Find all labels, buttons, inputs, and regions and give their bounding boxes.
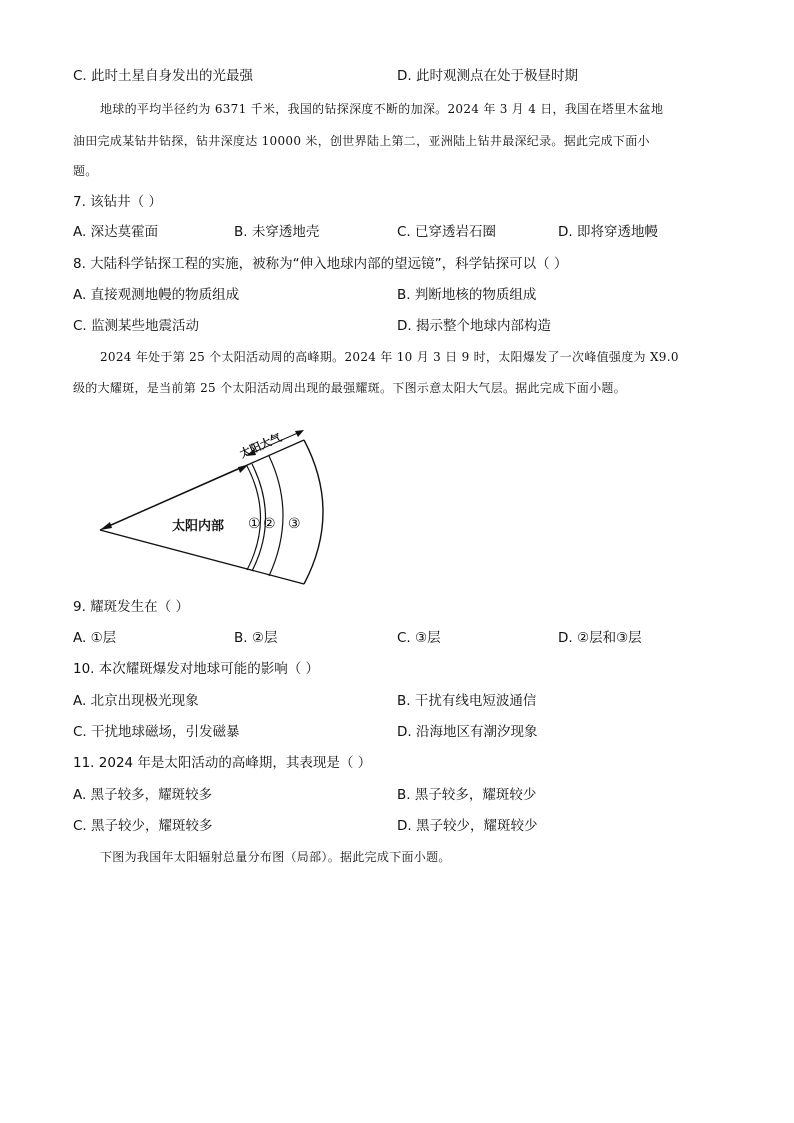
passage1-line2: 油田完成某钻井钻探，钻井深度达 10000 米，创世界陆上第二，亚洲陆上钻井最深纪录。据此完成下面小 xyxy=(73,134,650,148)
layer3-label: ③ xyxy=(288,516,301,532)
q11-option-b: B. 黑子较多，耀斑较少 xyxy=(397,787,537,803)
q9-stem: 9. 耀斑发生在（ ） xyxy=(73,599,189,615)
q7-option-c: C. 已穿透岩石圈 xyxy=(397,224,497,240)
passage1-line1: 地球的平均半径约为 6371 千米，我国的钻探深度不断的加深。2024 年 3 月 4 日，我国在塔里木盆地 xyxy=(100,102,664,116)
q10-option-b: B. 干扰有线电短波通信 xyxy=(397,693,537,709)
q11-option-d: D. 黑子较少，耀斑较少 xyxy=(397,818,538,834)
layer2-label: ② xyxy=(263,516,276,532)
passage2-line1: 2024 年处于第 25 个太阳活动周的高峰期。2024 年 10 月 3 日 9 时，太阳爆发了一次峰值强度为 X9.0 xyxy=(100,350,679,364)
q9-option-b: B. ②层 xyxy=(234,630,278,646)
passage1-line3: 题。 xyxy=(73,164,98,178)
interior-label: 太阳内部 xyxy=(172,519,225,534)
interior-arrow-head-right xyxy=(238,465,248,473)
passage2-line2: 级的大耀斑，是当前第 25 个太阳活动周出现的最强耀斑。下图示意太阳大气层。据此完成下面小题。 xyxy=(73,381,627,395)
q7-option-b: B. 未穿透地壳 xyxy=(234,224,320,240)
q8-option-b: B. 判断地核的物质组成 xyxy=(397,287,537,303)
atmosphere-arrow-head-right xyxy=(295,430,304,437)
q7-option-d: D. 即将穿透地幔 xyxy=(558,224,658,240)
q7-option-a: A. 深达莫霍面 xyxy=(73,224,159,240)
q10-option-c: C. 干扰地球磁场，引发磁暴 xyxy=(73,724,240,740)
q6-option-d: D. 此时观测点在处于极昼时期 xyxy=(397,68,578,84)
outer-boundary-arc xyxy=(304,440,323,584)
layer1-label: ① xyxy=(248,516,261,532)
q11-stem: 11. 2024 年是太阳活动的高峰期，其表现是（ ） xyxy=(73,755,372,771)
wedge-lower-edge xyxy=(100,530,304,584)
atmosphere-label: 太阳大气 xyxy=(237,430,284,461)
q8-stem: 8. 大陆科学钻探工程的实施，被称为“伸入地球内部的望远镜”，科学钻探可以（ ） xyxy=(73,256,568,272)
interior-arrow-head-left xyxy=(100,522,112,530)
solar-atmosphere-figure xyxy=(92,422,332,597)
q9-option-d: D. ②层和③层 xyxy=(558,630,642,646)
q6-option-c: C. 此时土星自身发出的光最强 xyxy=(73,68,254,84)
q8-option-c: C. 监测某些地震活动 xyxy=(73,318,200,334)
q7-stem: 7. 该钻井（ ） xyxy=(73,194,162,210)
interior-arrow xyxy=(106,466,244,527)
q10-option-a: A. 北京出现极光现象 xyxy=(73,693,199,709)
q10-stem: 10. 本次耀斑爆发对地球可能的影响（ ） xyxy=(73,661,320,677)
q11-option-c: C. 黑子较少，耀斑较多 xyxy=(73,818,213,834)
q11-option-a: A. 黑子较多，耀斑较多 xyxy=(73,787,213,803)
q8-option-a: A. 直接观测地幔的物质组成 xyxy=(73,287,240,303)
q8-option-d: D. 揭示整个地球内部构造 xyxy=(397,318,551,334)
passage3-line1: 下图为我国年太阳辐射总量分布图（局部）。据此完成下面小题。 xyxy=(100,850,451,864)
q9-option-a: A. ①层 xyxy=(73,630,117,646)
q9-option-c: C. ③层 xyxy=(397,630,441,646)
q10-option-d: D. 沿海地区有潮汐现象 xyxy=(397,724,538,740)
